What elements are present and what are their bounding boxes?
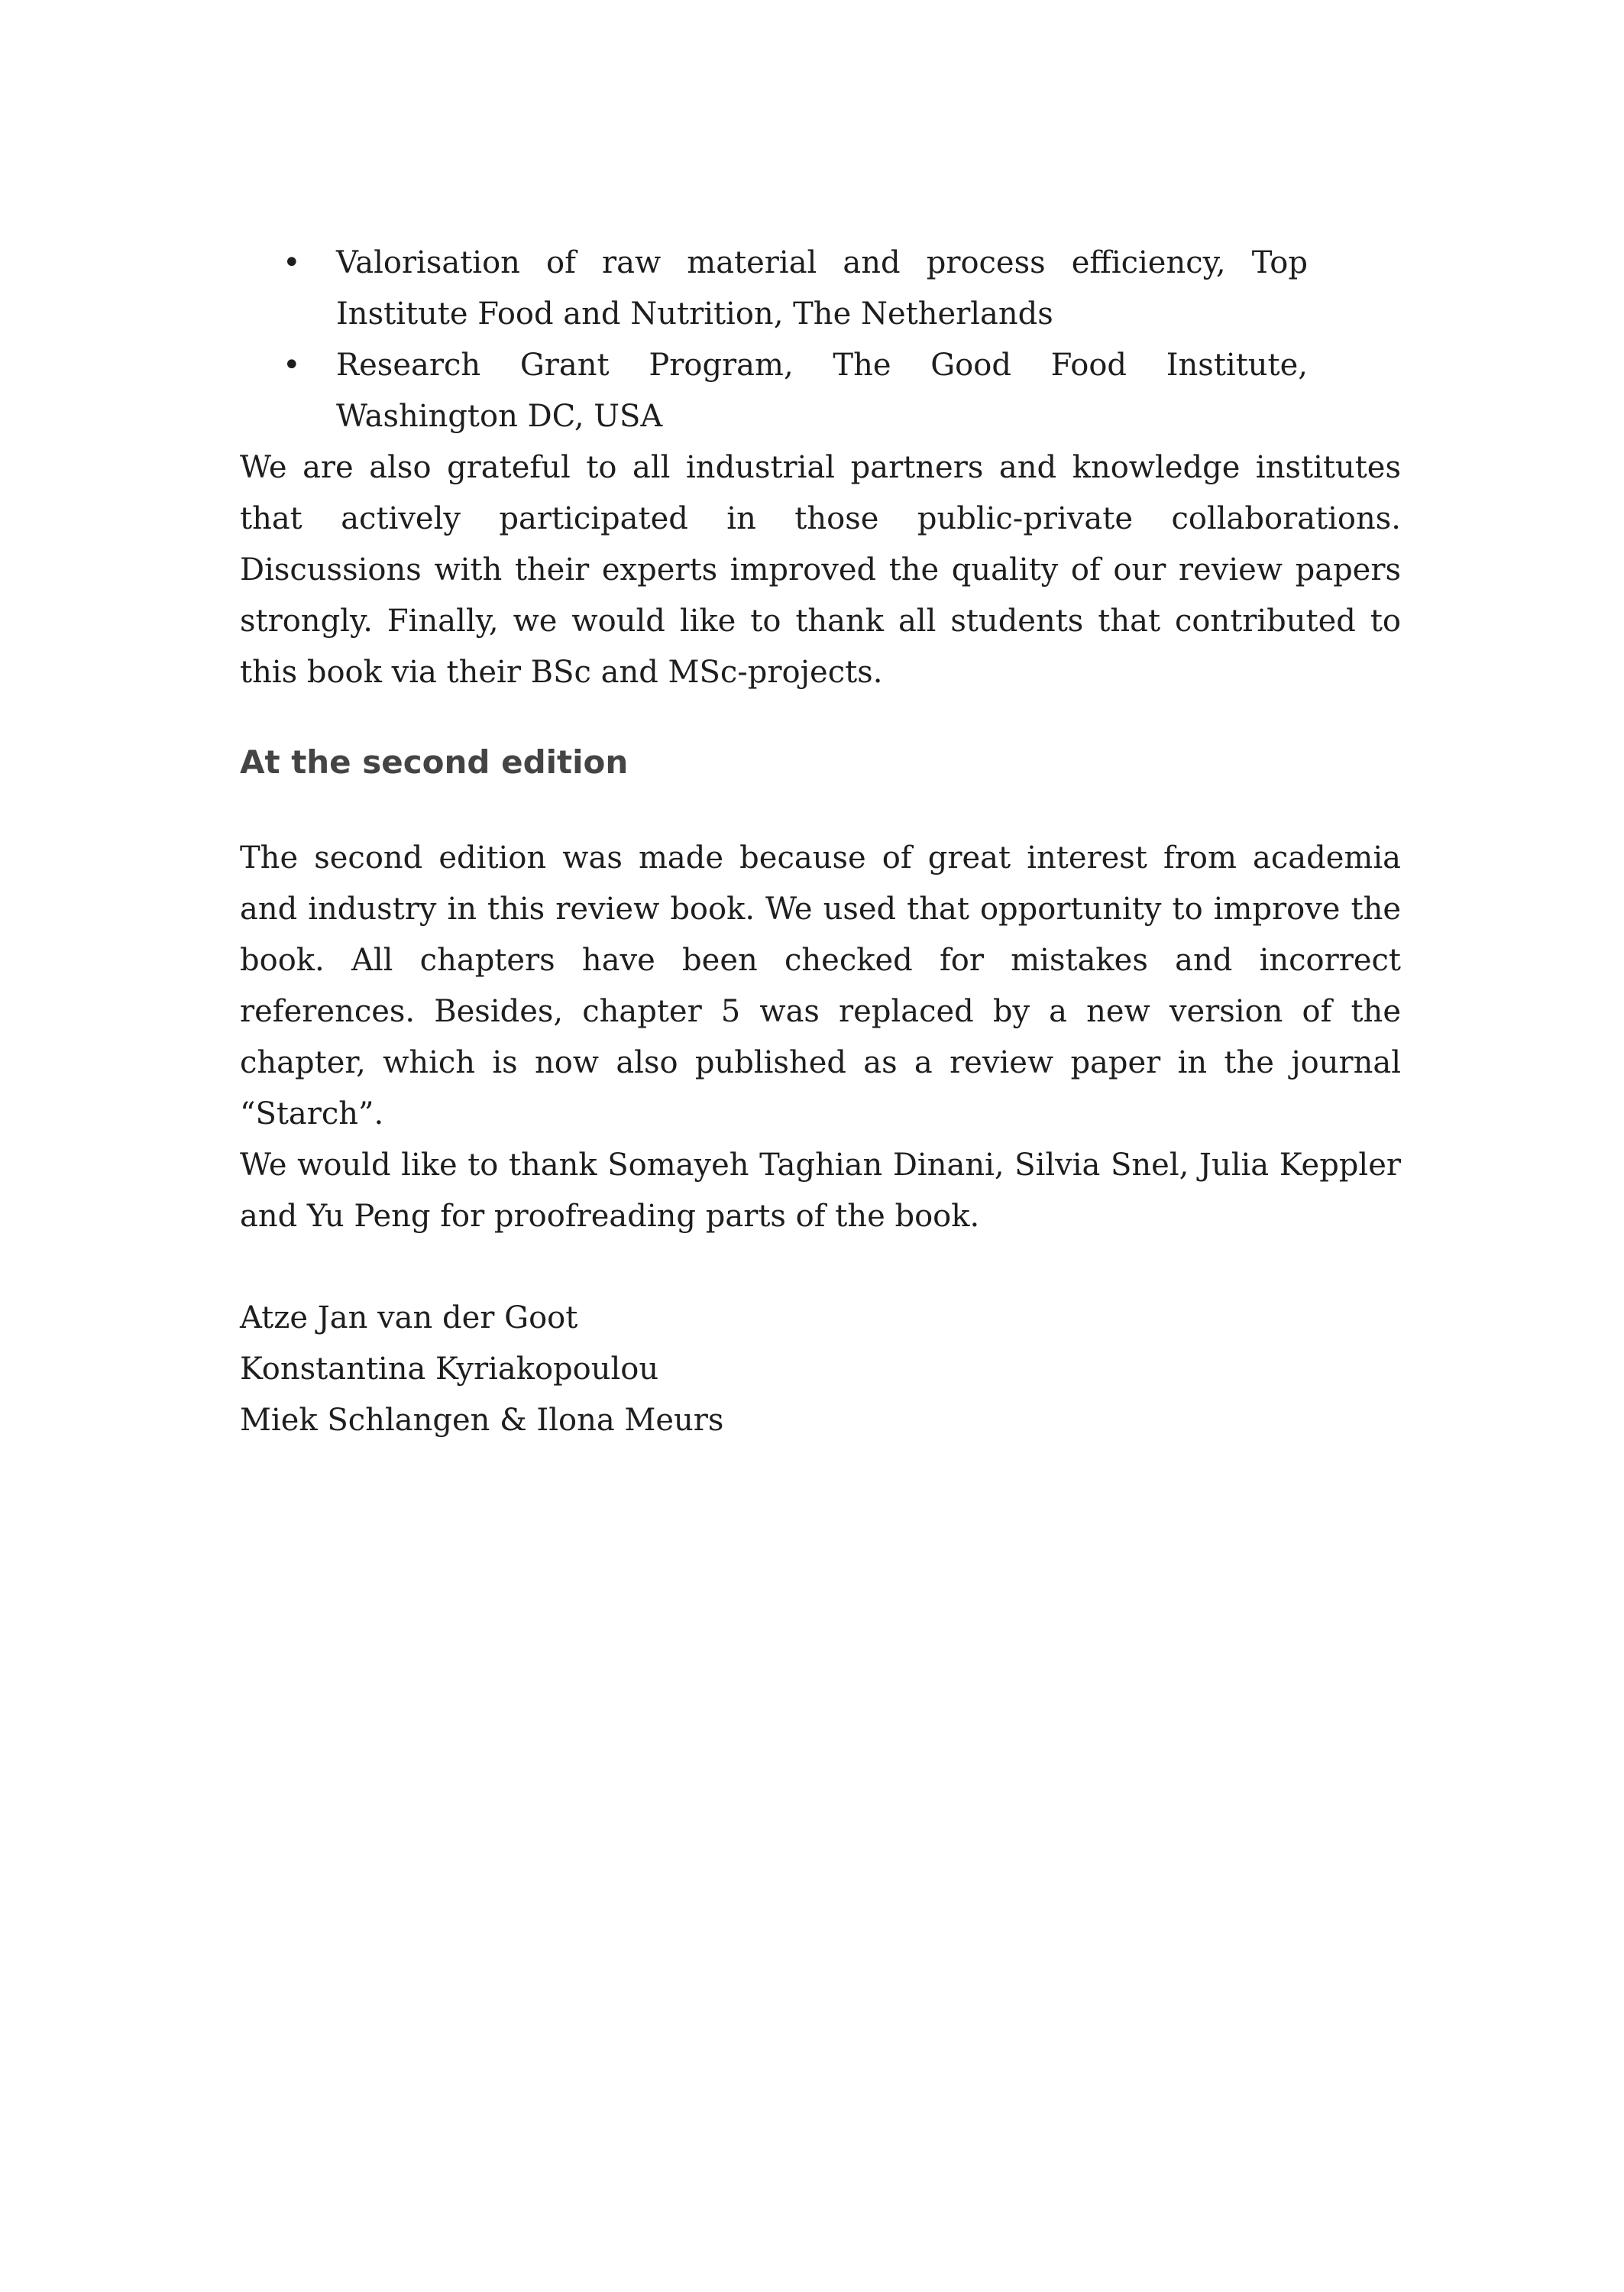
second-edition-paragraph: The second edition was made because of great interest from academia and industry in this review book. We used that opportunity to improve the book. All chapters have been checked for mistakes and incorrect references. Besides, chapter 5 was replaced by a new version of the chapter, which is now also published as a review paper in the journal “Starch”. <box>240 840 1401 1131</box>
page-content <box>240 238 1401 1446</box>
list-item <box>283 238 1308 340</box>
list-item-text: Research Grant Program, The Good Food Institute, Washington DC, USA <box>336 348 1308 434</box>
funding-list <box>283 238 1308 442</box>
author-name: Miek Schlangen & Ilona Meurs <box>240 1403 724 1438</box>
acknowledgement-paragraph: We are also grateful to all industrial partners and knowledge institutes that actively participated in those public-private collaborations. Discussions with their experts improved the quality of our review papers strongly. Finally, we would like to thank all students that contributed to this book via their BSc and MSc-projects. <box>240 450 1401 690</box>
bullet-icon: • <box>283 348 301 383</box>
author-signatures <box>240 1293 1401 1446</box>
bullet-icon: • <box>283 245 301 280</box>
author-name: Konstantina Kyriakopoulou <box>240 1352 659 1387</box>
list-item <box>283 340 1308 442</box>
author-name: Atze Jan van der Goot <box>240 1300 578 1335</box>
section-heading: At the second edition <box>240 743 629 781</box>
proofreading-thanks-paragraph: We would like to thank Somayeh Taghian Dinani, Silvia Snel, Julia Keppler and Yu Peng for proofreading parts of the book. <box>240 1148 1401 1234</box>
list-item-text: Valorisation of raw material and process efficiency, Top Institute Food and Nutrition, The Netherlands <box>336 245 1308 332</box>
